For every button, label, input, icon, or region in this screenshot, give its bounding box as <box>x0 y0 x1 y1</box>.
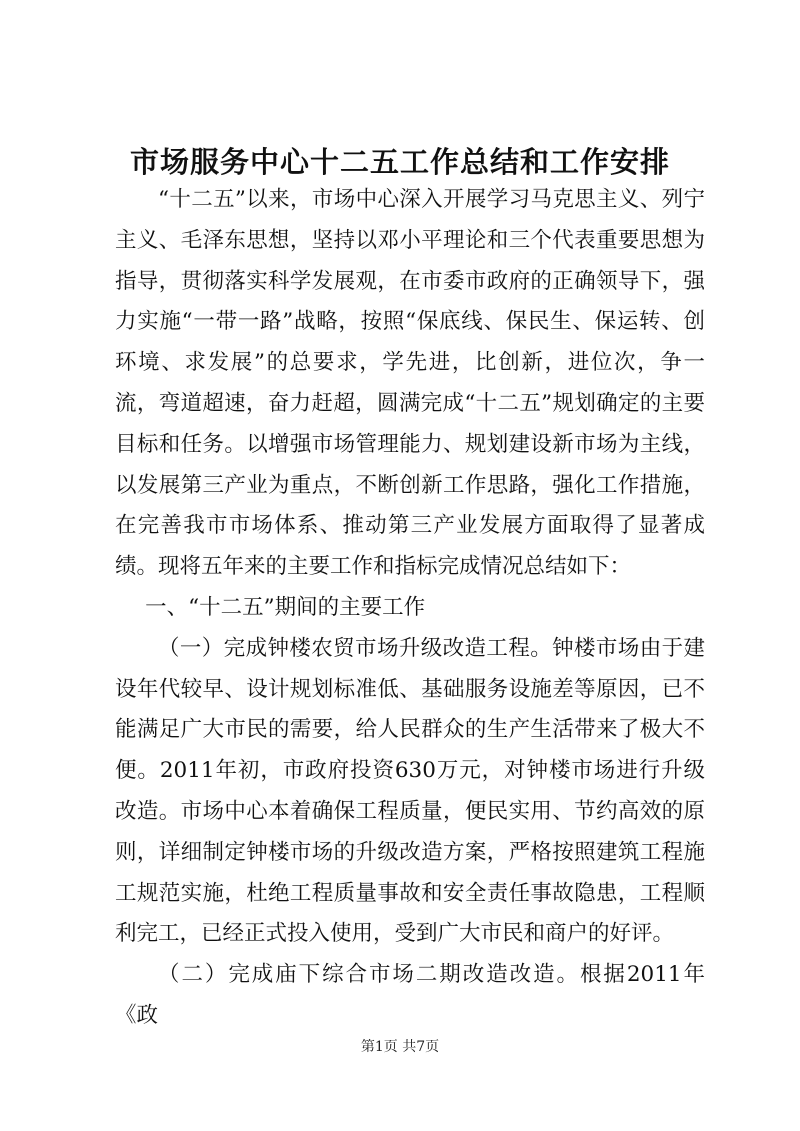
subsection-paragraph-2: （二）完成庙下综合市场二期改造改造。根据2011年《政 <box>115 962 705 1028</box>
subsection-paragraph-1: （一）完成钟楼农贸市场升级改造工程。钟楼市场由于建设年代较早、设计规划标准低、基础服务设施差等原因，已不能满足广大市民的需要，给人民群众的生产生活带来了极大不便。2011年初，市政府投资630万元，对钟楼市场进行升级改造。市场中心本着确保工程质量，便民实用、节约高效的原则，详细制定钟楼市场的升级改造方案，严格按照建筑工程施工规范实施，杜绝工程质量事故和安全责任事故隐患，工程顺利完工，已经正式投入使用，受到广大市民和商户的好评。 <box>115 635 705 947</box>
document-body <box>115 180 705 1037</box>
page-footer: 第1页 共7页 <box>360 1039 440 1055</box>
section-heading: 一、“十二五”期间的主要工作 <box>145 594 426 620</box>
intro-paragraph: “十二五”以来，市场中心深入开展学习马克思主义、列宁主义、毛泽东思想，坚持以邓小平理论和三个代表重要思想为指导，贯彻落实科学发展观，在市委市政府的正确领导下，强力实施“一带一路”战略，按照“保底线、保民生、保运转、创环境、求发展”的总要求，学先进，比创新，进位次，争一流，弯道超速，奋力赶超，圆满完成“十二五”规划确定的主要目标和任务。以增强市场管理能力、规划建设新市场为主线，以发展第三产业为重点，不断创新工作思路，强化工作措施，在完善我市市场体系、推动第三产业发展方面取得了显著成绩。现将五年来的主要工作和指标完成情况总结如下： <box>115 187 705 580</box>
document-title: 市场服务中心十二五工作总结和工作安排 <box>129 145 670 179</box>
